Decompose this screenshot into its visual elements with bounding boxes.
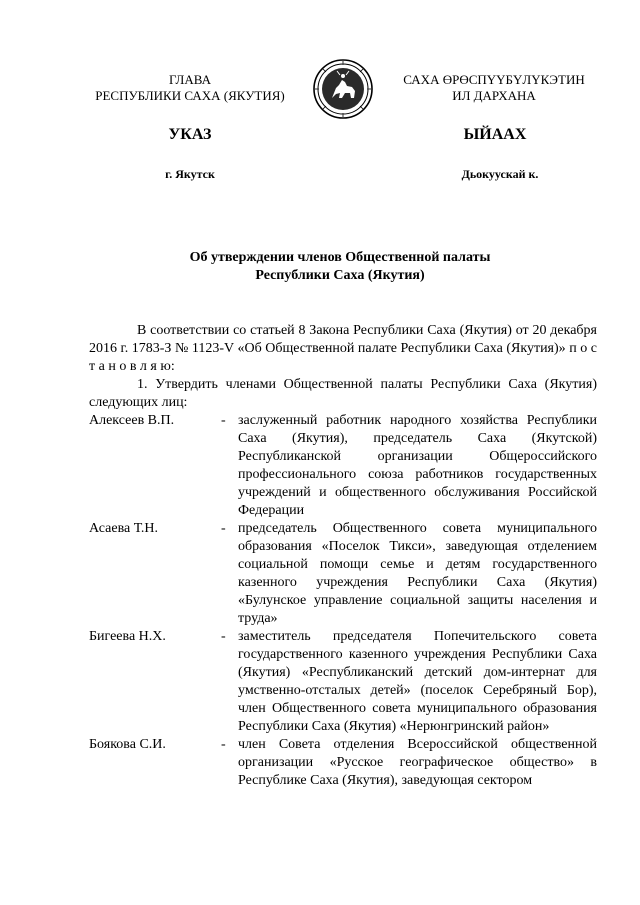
doc-type-ru: УКАЗ <box>168 126 212 143</box>
title-line1: Об утверждении членов Общественной палаты <box>189 250 491 265</box>
coat-of-arms-icon <box>312 58 374 120</box>
member-name: Бигеева Н.Х. <box>89 629 166 644</box>
member-row <box>89 628 597 736</box>
member-name: Алексеев В.П. <box>89 413 175 428</box>
member-name: Боякова С.И. <box>89 737 166 752</box>
item-1: 1. Утвердить членами Общественной палаты Республики Саха (Якутия) следующих лиц: <box>89 377 597 410</box>
city-ru: г. Якутск <box>165 167 215 181</box>
header-left-line2: РЕСПУБЛИКИ САХА (ЯКУТИЯ) <box>95 88 285 103</box>
header-right <box>384 72 604 104</box>
member-description: заместитель председателя Попечительского совета государственного казенного учреждения Республики Саха (Якутия) «Республиканский детский дом-интернат для умственно-отсталых детей» (поселок Серебряный Бор), член Общественного совета муниципального образования Республики Саха (Якутия) «Нерюнгринский район» <box>238 629 597 734</box>
member-dash: - <box>221 413 226 428</box>
city-sah: Дьокуускай к. <box>461 167 539 181</box>
decree-body <box>89 322 597 790</box>
member-description: член Совета отделения Всероссийской общественной организации «Русское географическое общество» в Республике Саха (Якутия), заведующая сектором <box>238 737 597 788</box>
member-row <box>89 520 597 628</box>
member-dash: - <box>221 737 226 752</box>
member-dash: - <box>221 521 226 536</box>
header-left-line1: ГЛАВА <box>169 72 211 87</box>
member-description: председатель Общественного совета муниципального образования «Поселок Тикси», заведующая отделением социальной помощи семье и детям государственного казенного учреждения Республики Саха (Якутия) «Булунское управление социальной защиты населения и труда» <box>238 521 597 626</box>
header-left <box>80 72 300 104</box>
member-description: заслуженный работник народного хозяйства Республики Саха (Якутия), председатель Саха (Якутской) Республиканской организации Общероссийского профессионального союза работников государственных учреждений и общественного обслуживания Российской Федерации <box>238 413 597 518</box>
member-row <box>89 412 597 520</box>
decree-title <box>90 249 590 285</box>
preamble: В соответствии со статьей 8 Закона Республики Саха (Якутия) от 20 декабря 2016 г. 1783-З № 1123-V «Об Общественной палате Республики Саха (Якутия)» п о с т а н о в л я ю: <box>89 323 597 374</box>
header-right-line1: САХА ӨРӨСПҮҮБҮЛҮКЭТИН <box>403 72 585 87</box>
doc-type-sah: ЫЙААХ <box>463 126 527 143</box>
header-right-line2: ИЛ ДАРХАНА <box>452 88 536 103</box>
title-line2: Республики Саха (Якутия) <box>255 268 425 283</box>
member-name: Асаева Т.Н. <box>89 521 158 536</box>
member-dash: - <box>221 629 226 644</box>
member-row <box>89 736 597 790</box>
